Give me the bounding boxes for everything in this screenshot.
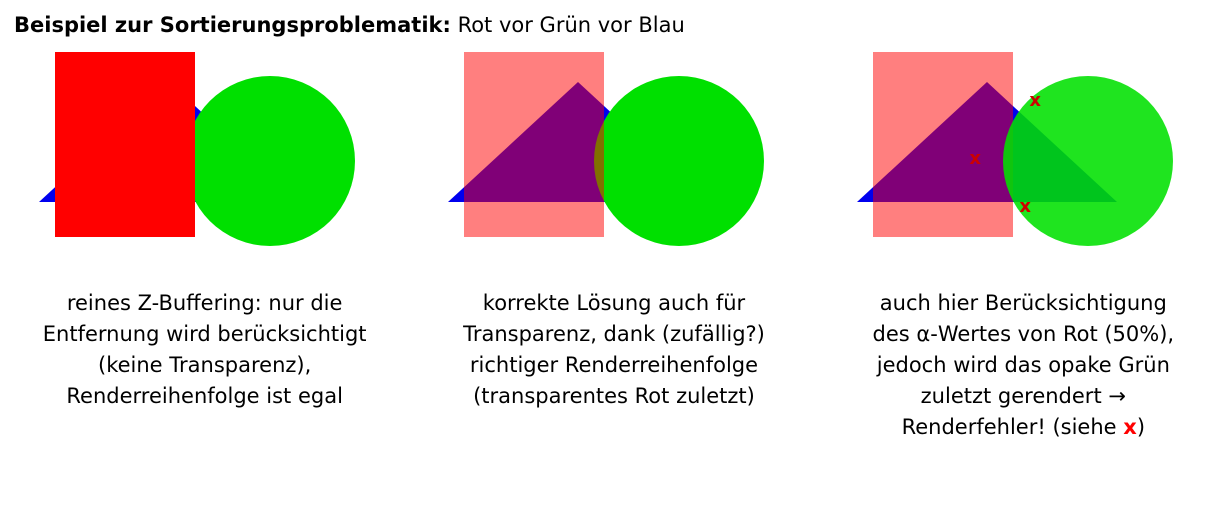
transparent-red-rectangle-icon xyxy=(873,52,1013,237)
caption-render-error xyxy=(858,288,1188,443)
figure-columns xyxy=(0,52,1228,443)
column-render-error xyxy=(819,52,1228,443)
caption-z-buffering: reines Z-Buffering: nur die Entfernung wird berücksichtigt (keine Transparenz), Renderreihenfolge ist egal xyxy=(42,291,367,408)
page-title-rest: Rot vor Grün vor Blau xyxy=(450,13,685,37)
error-marker-icon: x xyxy=(969,148,981,169)
correct-transparency-figure xyxy=(454,52,774,262)
error-marker-icon: x xyxy=(1029,90,1041,111)
error-marker-icon: x xyxy=(1019,196,1031,217)
column-z-buffering xyxy=(0,52,409,443)
green-circle-icon xyxy=(185,76,355,246)
green-circle-icon xyxy=(594,76,764,246)
caption-correct-transparency: korrekte Lösung auch für Transparenz, dank (zufällig?) richtiger Renderreihenfolge (transparentes Rot zuletzt) xyxy=(463,291,765,408)
page-title-bold: Beispiel zur Sortierungsproblematik: xyxy=(14,13,451,37)
alpha-symbol: α xyxy=(916,322,931,346)
render-error-figure xyxy=(863,52,1183,262)
red-rectangle-icon xyxy=(55,52,195,237)
caption-x-marker: x xyxy=(1123,415,1137,439)
caption-part-before: auch hier Berücksichtigung des xyxy=(872,291,1167,346)
caption-part-after: Renderfehler! (siehe xyxy=(901,415,1124,439)
page-title xyxy=(14,12,685,38)
arrow-symbol: → xyxy=(1108,384,1126,408)
z-buffering-figure xyxy=(45,52,365,262)
caption-part-middle: -Wertes von Rot (50%), jedoch wird das opake Grün zuletzt gerendert xyxy=(876,322,1175,408)
column-correct-transparency xyxy=(409,52,818,443)
caption-part-end: ) xyxy=(1136,415,1146,439)
transparent-red-rectangle-icon xyxy=(464,52,604,237)
